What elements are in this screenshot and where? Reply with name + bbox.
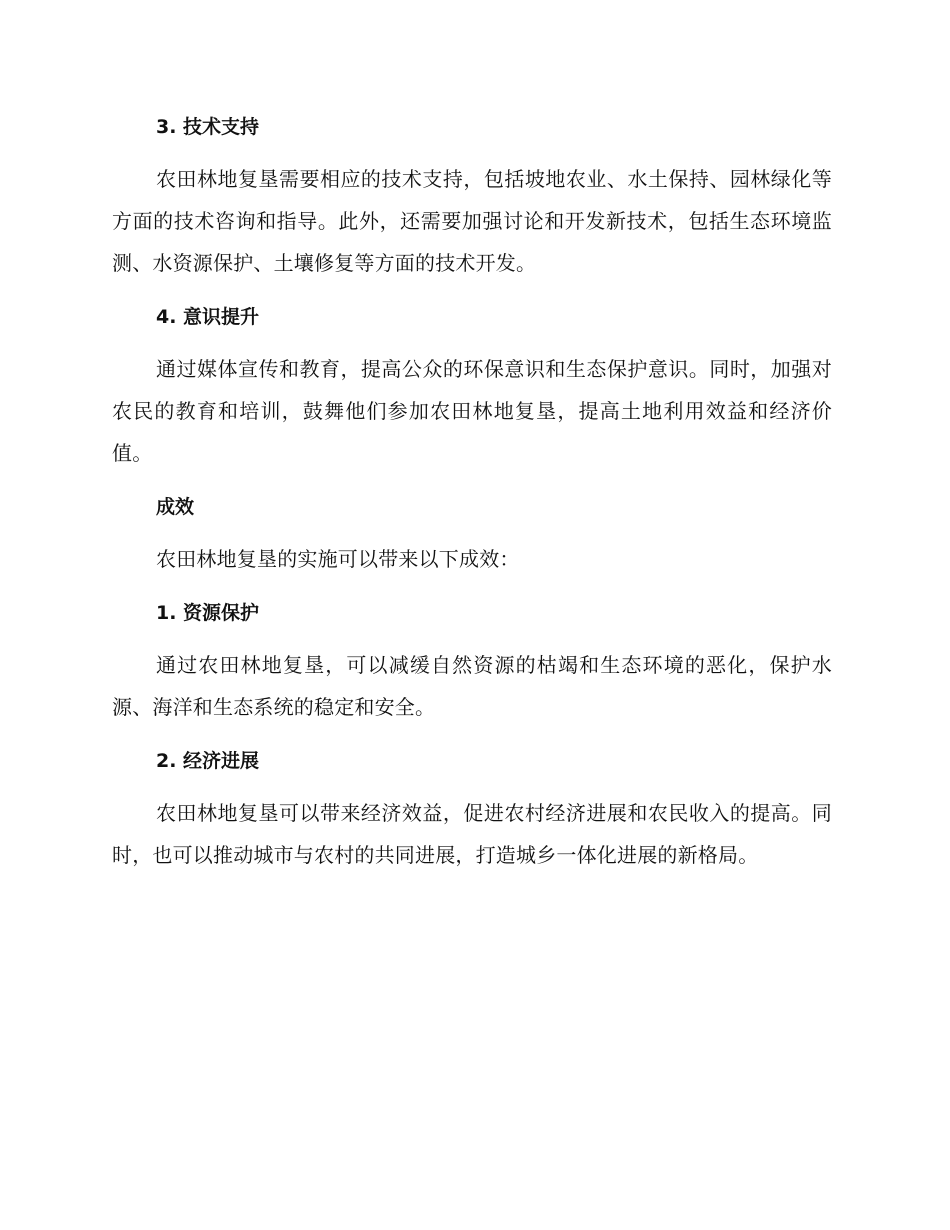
section-heading-economic-progress: 2. 经济进展 [156, 750, 260, 772]
section-paragraph-results: 农田林地复垦的实施可以带来以下成效： [156, 547, 520, 571]
section-heading-awareness: 4. 意识提升 [156, 306, 260, 328]
section-paragraph-economic-progress: 农田林地复垦可以带来经济效益，促进农村经济进展和农民收入的提高。同时，也可以推动城市与农村的共同进展，打造城乡一体化进展的新格局。 [112, 801, 832, 867]
section-paragraph-awareness: 通过媒体宣传和教育，提高公众的环保意识和生态保护意识。同时，加强对农民的教育和培训，鼓舞他们参加农田林地复垦，提高土地利用效益和经济价值。 [112, 357, 832, 465]
section-heading-tech-support: 3. 技术支持 [156, 116, 260, 138]
section-paragraph-resource-protection: 通过农田林地复垦，可以减缓自然资源的枯竭和生态环境的恶化，保护水源、海洋和生态系统的稳定和安全。 [112, 653, 832, 719]
section-heading-resource-protection: 1. 资源保护 [156, 602, 260, 624]
document-page [112, 106, 832, 876]
section-heading-results: 成效 [156, 496, 195, 518]
section-paragraph-tech-support: 农田林地复垦需要相应的技术支持，包括坡地农业、水土保持、园林绿化等方面的技术咨询和指导。此外，还需要加强讨论和开发新技术，包括生态环境监测、水资源保护、土壤修复等方面的技术开发。 [112, 167, 832, 275]
